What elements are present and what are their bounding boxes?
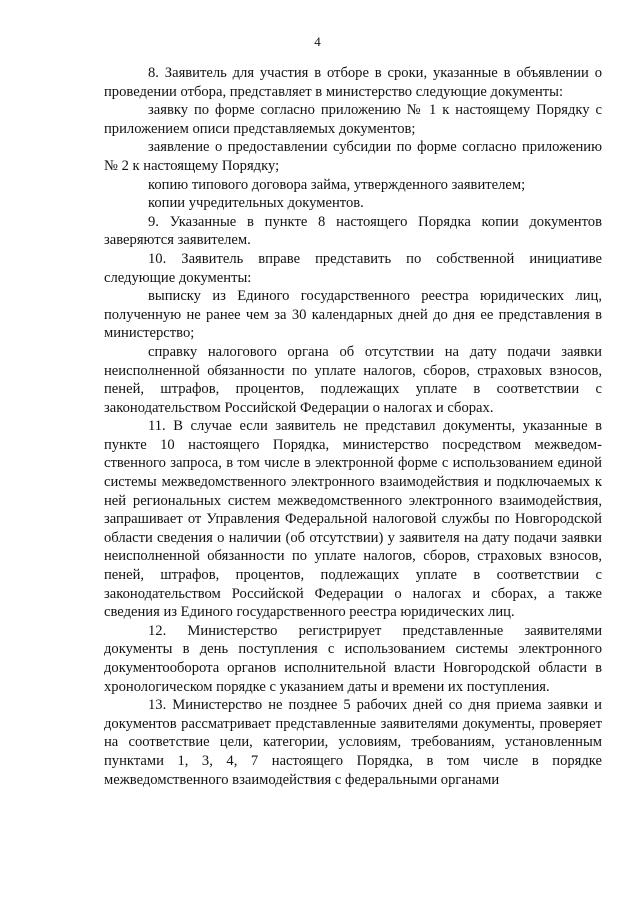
paragraph-11: 11. В случае если заявитель не представил документы, указанные в пункте 10 настоящего Порядка, министерство посредством межведом-ственного запроса, в том числе в электронной форме с использованием единой системы межведомственного электронного взаимодействия и подключаемых к ней региональных систем межведомственного электронного взаимодействия, запрашивает от Управления Федеральной налоговой службы по Новгородской области сведения о наличии (об отсутствии) у заявителя на дату подачи заявки неисполненной обязанности по уплате налогов, сборов, страховых взносов, пеней, штрафов, процентов, подлежащих уплате в соответствии с законодательством Российской Федерации о налогах и сборах, а также сведения из Единого государственного реестра юридических лиц.: [104, 418, 602, 621]
list-item-application-form: заявку по форме согласно приложению № 1 к настоящему Порядку с приложением описи представляемых документов;: [104, 102, 602, 137]
paragraph-12: 12. Министерство регистрирует представленные заявителями документы в день поступления с использованием системы электронного документооборота органов исполнительной власти Новгородской области в хронологическом порядке с указанием даты и времени их поступления.: [104, 622, 602, 695]
list-item-loan-agreement-copy: копию типового договора займа, утвержденного заявителем;: [148, 176, 526, 193]
list-item-tax-certificate: справку налогового органа об отсутствии на дату подачи заявки неисполненной обязанности по уплате налогов, сборов, страховых взносов, пеней, штрафов, процентов, подлежащих уплате в соответствии с законодательством Российской Федерации о налогах и сборах.: [104, 343, 602, 416]
page-number: 4: [314, 34, 321, 49]
list-item-subsidy-statement: заявление о предоставлении субсидии по форме согласно приложению № 2 к настоящему Порядку;: [104, 139, 602, 174]
document-body: [104, 64, 602, 789]
paragraph-13: 13. Министерство не позднее 5 рабочих дней со дня приема заявки и документов рассматривает представленные заявителями документы, проверяет на соответствие цели, категории, условиям, требованиям, установленным пунктами 1, 3, 4, 7 настоящего Порядка, в том числе в порядке межведомственного взаимодействия с федеральными органами: [104, 697, 602, 788]
paragraph-9: 9. Указанные в пункте 8 настоящего Порядка копии документов заверяются заявителем.: [104, 213, 602, 249]
list-item-founding-documents: копии учредительных документов.: [148, 195, 364, 212]
paragraph-8-intro: 8. Заявитель для участия в отборе в сроки, указанные в объявлении о проведении отбора, представляет в министерство следующие документы:: [104, 65, 602, 100]
list-item-registry-extract: выписку из Единого государственного реестра юридических лиц, полученную не ранее чем за 30 календарных дней до дня ее представления в министерство;: [104, 288, 602, 342]
paragraph-10-intro: 10. Заявитель вправе представить по собственной инициативе следующие документы:: [104, 250, 602, 286]
